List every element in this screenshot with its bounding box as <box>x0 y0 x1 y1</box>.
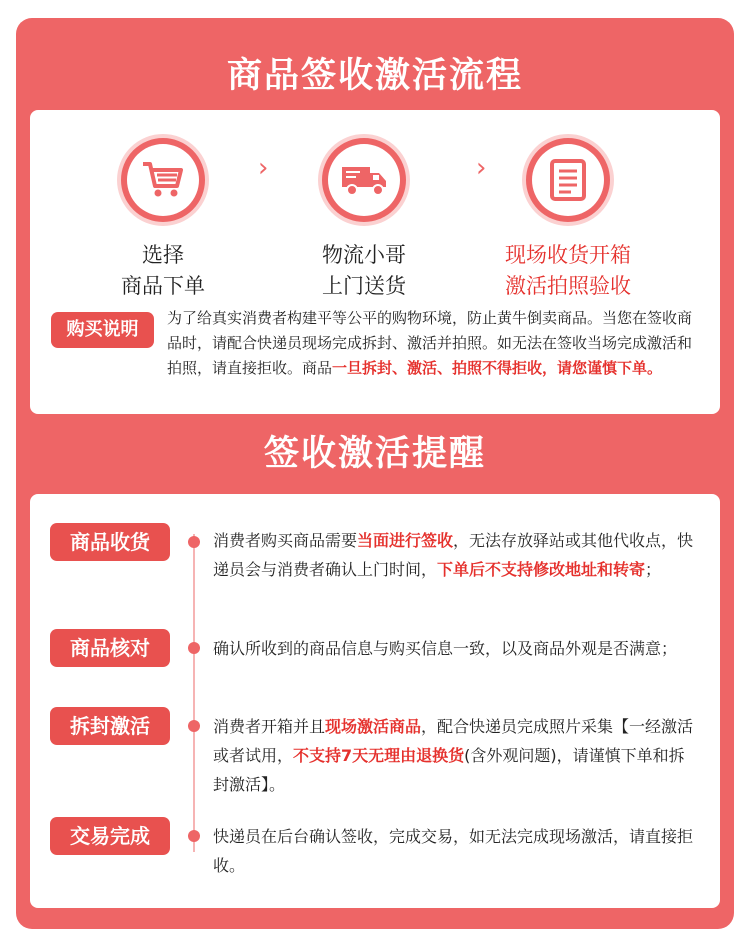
highlight-text: 不支持7天无理由退换货 <box>293 746 465 765</box>
reminder-card <box>30 494 720 908</box>
body-text: 消费者开箱并且 <box>213 717 326 736</box>
body-text: 确认所收到的商品信息与购买信息一致，以及商品外观是否满意； <box>213 639 678 658</box>
timeline-dot <box>188 830 200 842</box>
chevron-right-icon: › <box>476 153 487 183</box>
body-text: ； <box>645 560 662 579</box>
process-title: 商品签收激活流程 <box>226 56 523 96</box>
step-select <box>73 134 253 302</box>
reminder-title: 签收激活提醒 <box>263 434 486 474</box>
document-icon <box>549 159 587 201</box>
body-text: (含外观问题)，请谨慎下单和拆封激活】。 <box>213 746 685 794</box>
receive-text <box>213 526 700 584</box>
step-line1: 选择 <box>142 243 184 267</box>
body-text: 快递员在后台确认签收，完成交易，如无法完成现场激活，请直接拒收。 <box>213 827 694 875</box>
highlight-text: 当面进行签收 <box>357 531 454 550</box>
activate-text <box>213 712 700 799</box>
verify-text <box>213 634 700 663</box>
process-card <box>30 110 720 414</box>
step-activation <box>478 134 658 302</box>
step-circle <box>522 134 614 226</box>
badge-receive: 商品收货 <box>50 523 170 561</box>
step-line2: 激活拍照验收 <box>505 274 631 298</box>
badge-complete: 交易完成 <box>50 817 170 855</box>
cart-icon <box>141 160 185 200</box>
step-line2: 上门送货 <box>322 274 406 298</box>
timeline-line <box>193 534 195 852</box>
body-text: 消费者购买商品需要 <box>213 531 358 550</box>
step-circle <box>318 134 410 226</box>
timeline-dot <box>188 536 200 548</box>
purchase-note-badge: 购买说明 <box>51 312 154 348</box>
truck-icon <box>340 161 388 199</box>
badge-verify: 商品核对 <box>50 629 170 667</box>
main-panel <box>16 18 734 929</box>
body-text: ，无法存放驿站或其他代收点，快递员会与消费者确认上门时间， <box>213 531 694 579</box>
timeline-dot <box>188 642 200 654</box>
complete-text <box>213 822 700 880</box>
step-line1: 物流小哥 <box>322 243 406 267</box>
step-line1: 现场收货开箱 <box>505 243 631 267</box>
step-line2: 商品下单 <box>121 274 205 298</box>
highlight-text: 下单后不支持修改地址和转寄 <box>437 560 646 579</box>
body-text: ，配合快递员完成照片采集【一经激活或者试用， <box>213 717 694 765</box>
chevron-right-icon: › <box>258 153 269 183</box>
highlight-text: 现场激活商品 <box>325 717 422 736</box>
badge-activate: 拆封激活 <box>50 707 170 745</box>
step-circle <box>117 134 209 226</box>
timeline-dot <box>188 720 200 732</box>
step-delivery <box>274 134 454 302</box>
purchase-note-text: 为了给真实消费者构建平等公平的购物环境，防止黄牛倒卖商品。当您在签收商品时，请配合快递员现场完成拆封、激活并拍照。如无法在签收当场完成激活和拍照，请直接拒收。商品一旦拆封、激活、拍照不得拒收，请您谨慎下单。 <box>167 309 693 377</box>
